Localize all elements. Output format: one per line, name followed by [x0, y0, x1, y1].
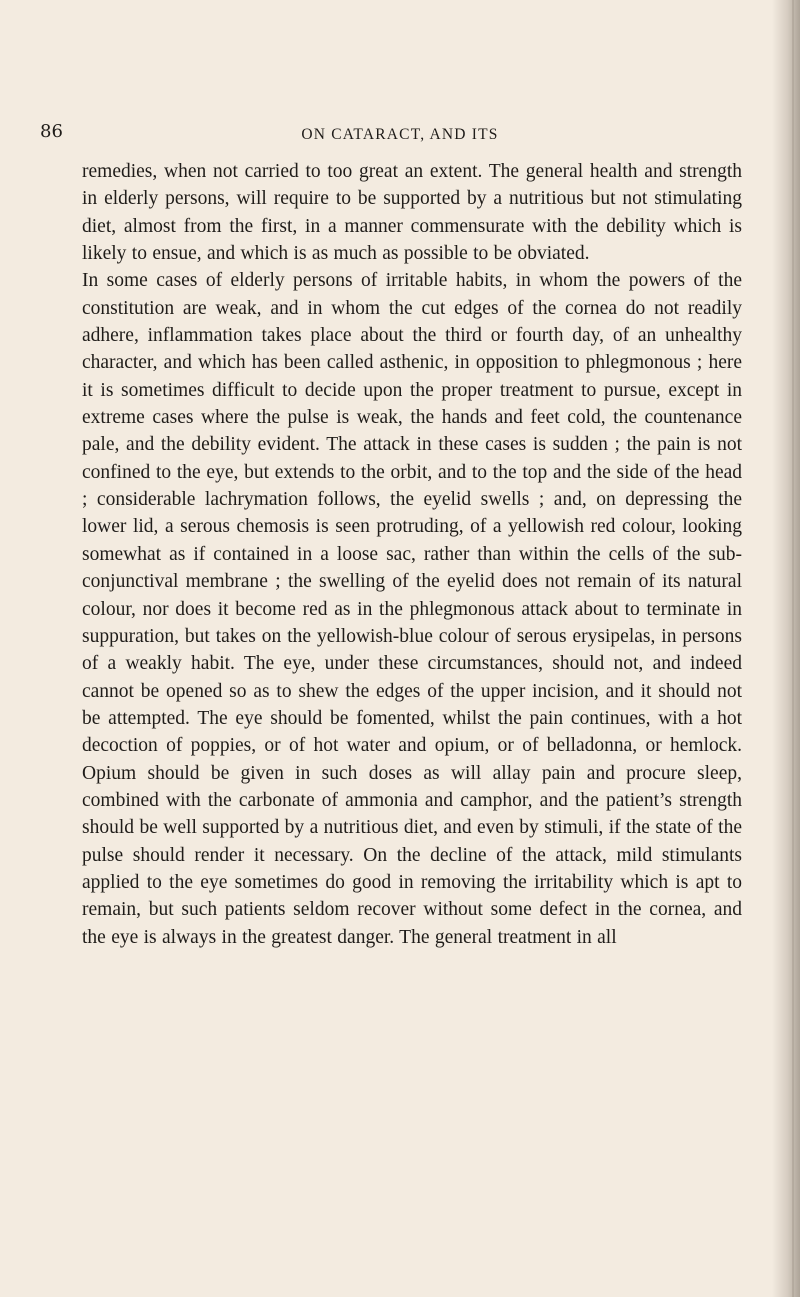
page-gutter-shadow — [772, 0, 800, 1297]
running-head: ON CATARACT, AND ITS — [301, 126, 499, 143]
paragraph: In some cases of elderly persons of irritable habits, in whom the powers of the constitution are weak, and in whom the cut edges of the cornea do not readily adhere, inflammation takes place about the third or fourth day, of an unhealthy character, and which has been called asthenic, in opposition to phlegmonous ; here it is sometimes difficult to decide upon the proper treatment to pursue, except in extreme cases where the pulse is weak, the hands and feet cold, the countenance pale, and the debility evident. The attack in these cases is sudden ; the pain is not confined to the eye, but extends to the orbit, and to the top and the side of the head ; considerable lachrymation follows, the eyelid swells ; and, on depressing the lower lid, a serous chemosis is seen protruding, of a yellowish red colour, looking somewhat as if contained in a loose sac, rather than within the cells of the sub-conjunctival membrane ; the swelling of the eyelid does not remain of its natural colour, nor does it become red as in the phlegmonous attack about to terminate in suppuration, but takes on the yellowish-blue colour of serous erysipelas, in persons of a weakly habit. The eye, under these circumstances, should not, and indeed cannot be opened so as to shew the edges of the upper incision, and it should not be attempted. The eye should be fomented, whilst the pain continues, with a hot decoction of poppies, or of hot water and opium, or of belladonna, or hemlock. Opium should be given in such doses as will allay pain and procure sleep, combined with the carbonate of ammonia and camphor, and the patient’s strength should be well supported by a nutritious diet, and even by stimuli, if the state of the pulse should render it necessary. On the decline of the attack, mild stimulants applied to the eye sometimes do good in removing the irritability which is apt to remain, but such patients seldom recover without some defect in the cornea, and the eye is always in the greatest danger. The general treatment in all — [82, 270, 742, 948]
page-number: 86 — [40, 121, 63, 142]
paragraph: remedies, when not carried to too great an extent. The general health and strength in elderly persons, will require to be supported by a nutritious but not stimulating diet, almost from the first, in a manner commensurate with the debility which is likely to ensue, and which is as much as possible to be obviated. — [82, 161, 742, 265]
page-edge — [792, 0, 794, 1297]
body-text — [82, 158, 742, 951]
